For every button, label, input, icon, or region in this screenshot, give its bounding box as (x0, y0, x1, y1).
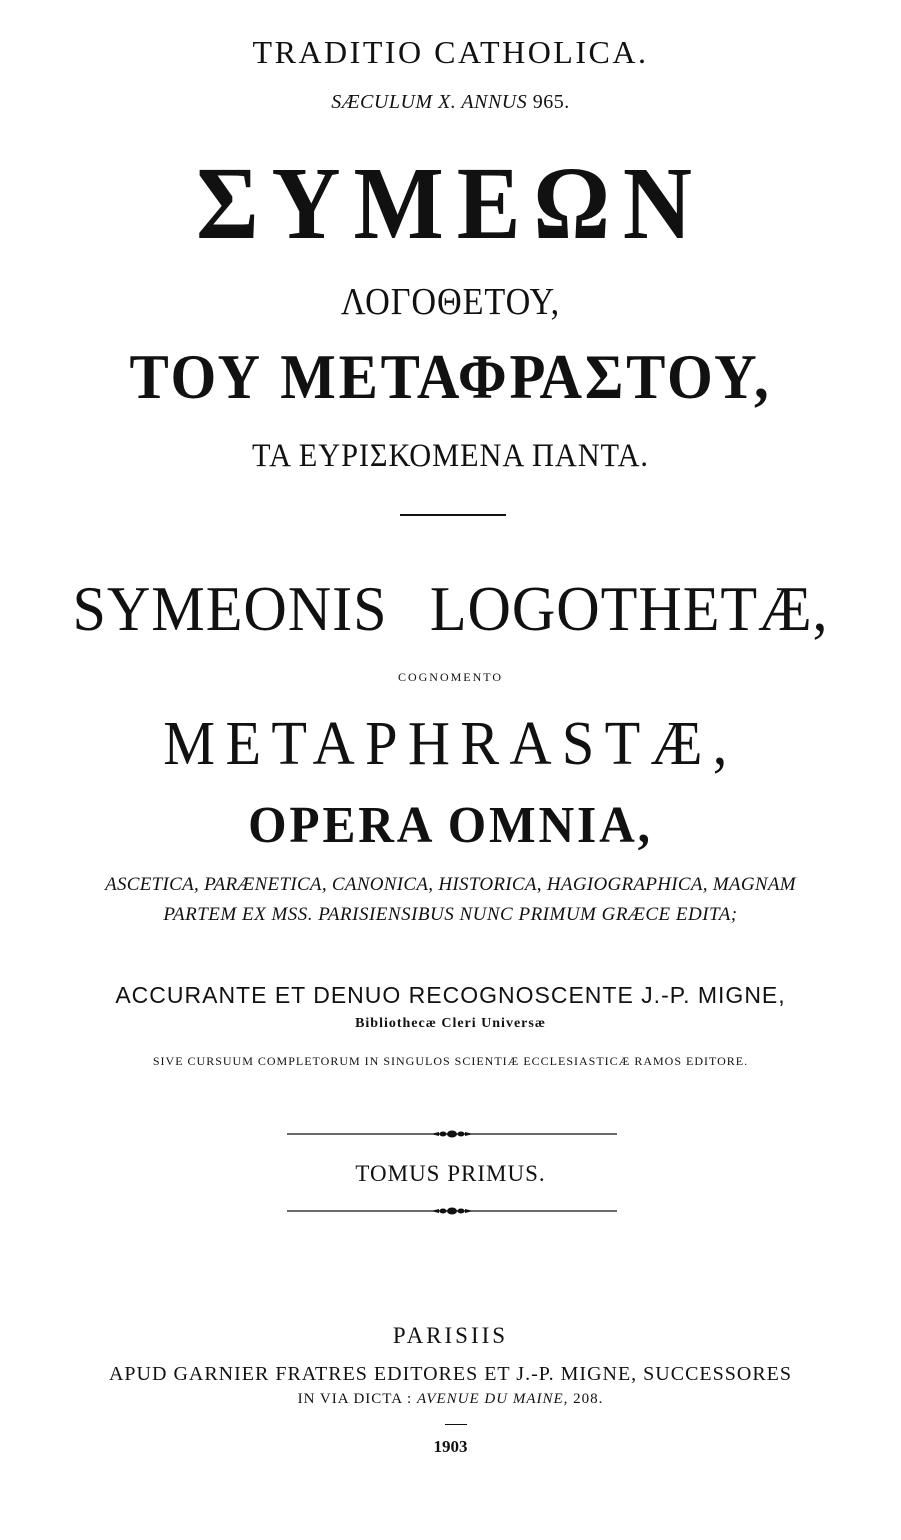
latin-metaphrastae: METAPHRASTÆ, (163, 710, 738, 778)
address-prefix: IN VIA DICTA : (297, 1391, 413, 1407)
imprint-city: PARISIIS (392, 1323, 509, 1348)
imprint-publisher: APUD GARNIER FRATRES EDITORES ET J.-P. MIGNE, SUCCESSORES (108, 1363, 793, 1385)
address-street: AVENUE DU MAINE, (416, 1391, 569, 1407)
address-number: 208. (573, 1391, 604, 1407)
period-line (0, 92, 901, 112)
period-prefix: SÆCULUM X. ANNUS (331, 91, 528, 113)
greek-panta: ΤΑ ΕΥΡΙΣΚΟΜΕΝΑ ΠΑΝΤΑ. (252, 438, 649, 474)
volume-label: TOMUS PRIMUS. (355, 1161, 546, 1186)
series-title: TRADITIO CATHOLICA. (252, 34, 649, 70)
latin-author-name: SYMEONIS LOGOTHETÆ, (72, 573, 829, 644)
imprint-year: 1903 (433, 1437, 468, 1456)
ornament-rule-bottom (287, 1205, 617, 1217)
ornament-rule-top (287, 1128, 617, 1140)
divider-rule (400, 514, 506, 516)
description-line-1: ASCETICA, PARÆNETICA, CANONICA, HISTORICA, HAGIOGRAPHICA, MAGNAM (105, 874, 796, 895)
opera-omnia-title: OPERA OMNIA, (248, 797, 653, 854)
greek-logothetou: ΛΟΓΟΘΕΤΟΥ, (340, 281, 561, 323)
greek-metaphrastou: ΤΟΥ ΜΕΤΑΦΡΑΣΤΟΥ, (129, 341, 772, 412)
editor-sive: SIVE CURSUUM COMPLETORUM IN SINGULOS SCIENTIÆ ECCLESIASTICÆ RAMOS EDITORE. (152, 1054, 749, 1068)
editor-bibliotheca: Bibliothecæ Cleri Universæ (355, 1016, 546, 1031)
period-year: 965. (532, 91, 570, 113)
cognomento-label: COGNOMENTO (397, 670, 504, 684)
editor-accurante: ACCURANTE ET DENUO RECOGNOSCENTE J.-P. MIGNE, (115, 982, 786, 1008)
year-divider (445, 1424, 467, 1425)
description-line-2: PARTEM EX MSS. PARISIENSIBUS NUNC PRIMUM GRÆCE EDITA; (163, 904, 738, 925)
imprint-address (0, 1392, 901, 1407)
greek-author-name: ΣΥΜΕΩΝ (196, 146, 705, 261)
